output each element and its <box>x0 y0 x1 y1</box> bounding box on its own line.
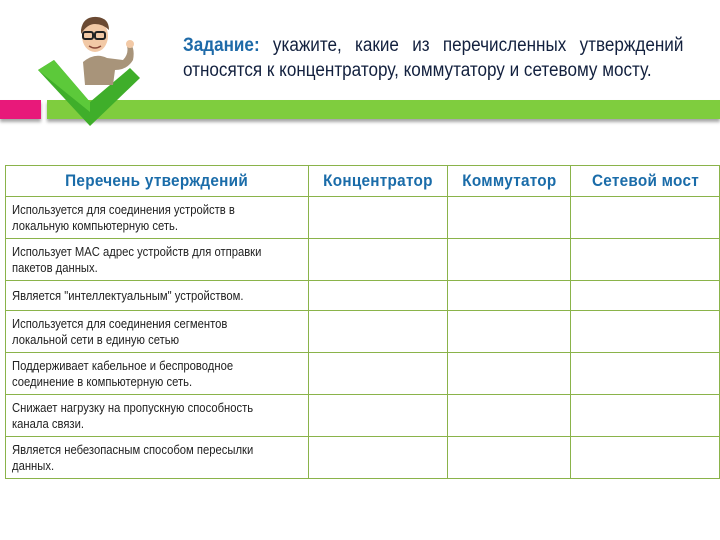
switch-answer-cell[interactable] <box>447 281 570 311</box>
hub-answer-cell[interactable] <box>309 311 448 353</box>
statement-cell: Является "интеллектуальным" устройством. <box>6 281 309 311</box>
statement-cell: Является небезопасным способом пересылки данных. <box>6 437 309 479</box>
switch-answer-cell[interactable] <box>447 239 570 281</box>
switch-answer-cell[interactable] <box>447 437 570 479</box>
hub-answer-cell[interactable] <box>309 197 448 239</box>
switch-answer-cell[interactable] <box>447 395 570 437</box>
table-row <box>6 353 720 395</box>
hub-answer-cell[interactable] <box>309 281 448 311</box>
statement-cell: Использует MAC адрес устройств для отправки пакетов данных. <box>6 239 309 281</box>
task-instruction <box>183 33 683 83</box>
hub-answer-cell[interactable] <box>309 437 448 479</box>
statement-cell: Поддерживает кабельное и беспроводное соединение в компьютерную сеть. <box>6 353 309 395</box>
bridge-answer-cell[interactable] <box>571 239 720 281</box>
table-row <box>6 281 720 311</box>
bridge-answer-cell[interactable] <box>571 437 720 479</box>
statement-cell: Снижает нагрузку на пропускную способность канала связи. <box>6 395 309 437</box>
column-header-switch: Коммутатор <box>447 166 570 197</box>
task-text: укажите, какие из перечисленных утверждений относятся к концентратору, коммутатору и сетевому мосту. <box>183 35 684 81</box>
table-row <box>6 437 720 479</box>
switch-answer-cell[interactable] <box>447 197 570 239</box>
bridge-answer-cell[interactable] <box>571 311 720 353</box>
column-header-bridge: Сетевой мост <box>571 166 720 197</box>
bridge-answer-cell[interactable] <box>571 353 720 395</box>
switch-answer-cell[interactable] <box>447 353 570 395</box>
green-accent-bar <box>47 100 720 119</box>
bridge-answer-cell[interactable] <box>571 395 720 437</box>
switch-answer-cell[interactable] <box>447 311 570 353</box>
table-header-row <box>6 166 720 197</box>
hub-answer-cell[interactable] <box>309 239 448 281</box>
bridge-answer-cell[interactable] <box>571 281 720 311</box>
table-row <box>6 395 720 437</box>
statement-cell: Используется для соединения устройств в локальную компьютерную сеть. <box>6 197 309 239</box>
hub-answer-cell[interactable] <box>309 353 448 395</box>
statements-table <box>5 165 720 479</box>
statement-cell: Используется для соединения сегментов локальной сети в единую сетью <box>6 311 309 353</box>
hub-answer-cell[interactable] <box>309 395 448 437</box>
column-header-hub: Концентратор <box>309 166 448 197</box>
table-row <box>6 311 720 353</box>
bridge-answer-cell[interactable] <box>571 197 720 239</box>
teacher-avatar-icon <box>65 10 145 85</box>
table-row <box>6 197 720 239</box>
table-row <box>6 239 720 281</box>
column-header-statements: Перечень утверждений <box>6 166 309 197</box>
task-label: Задание: <box>183 35 260 56</box>
